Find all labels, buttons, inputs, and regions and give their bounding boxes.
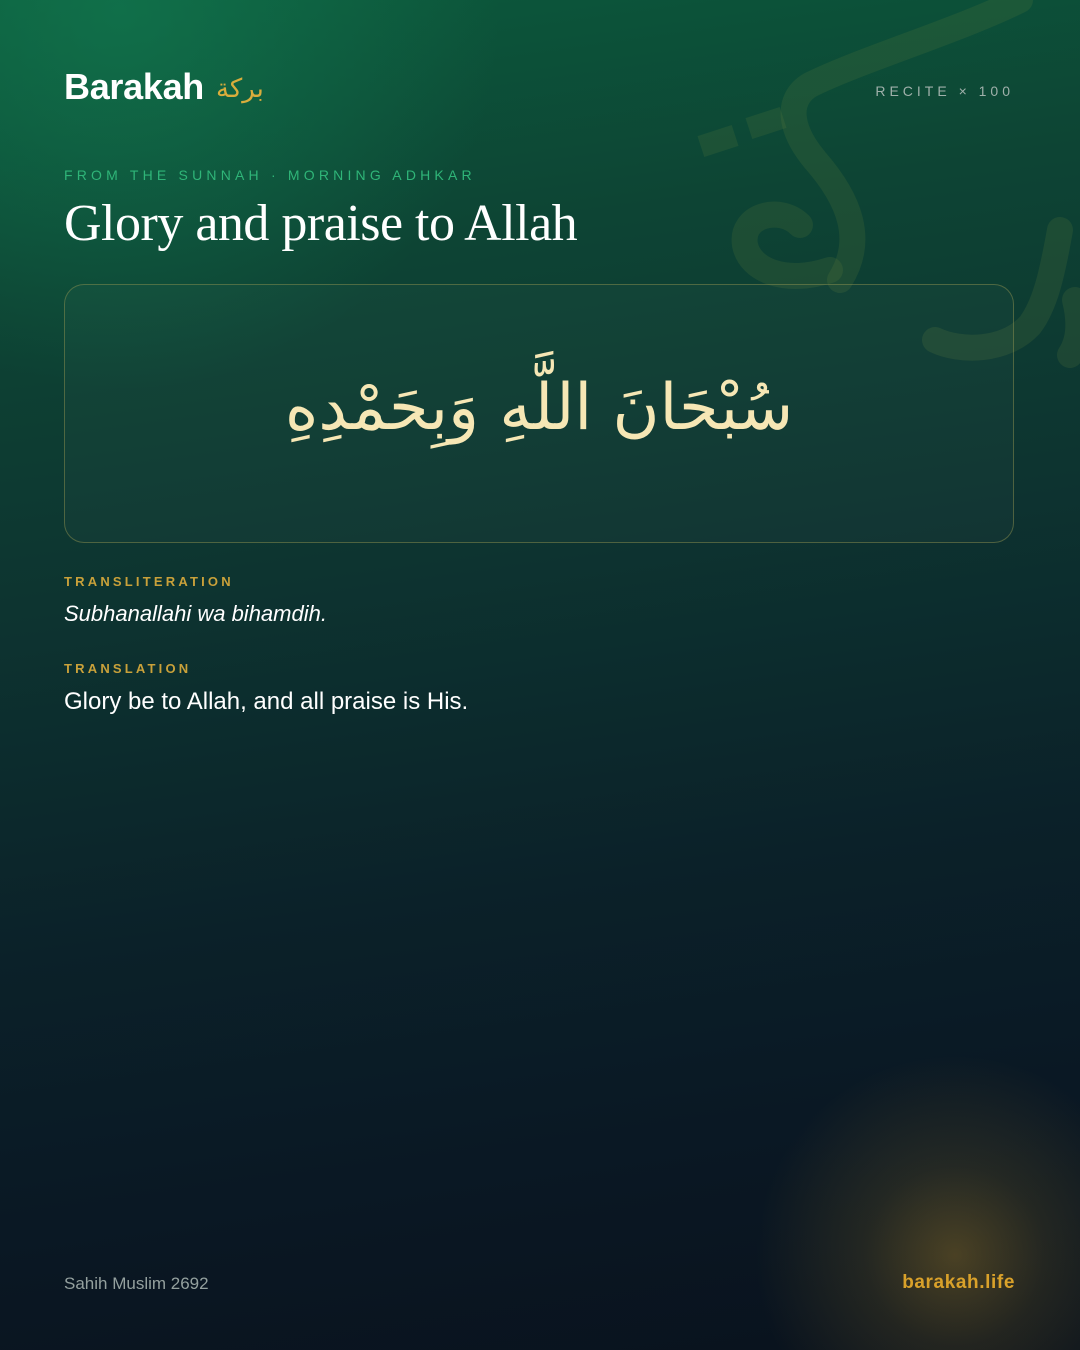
brand-logo [64,64,264,110]
brand-arabic-wordmark: بركة [215,74,264,104]
website-link[interactable]: barakah.life [902,1272,1015,1293]
hadith-source: Sahih Muslim 2692 [64,1274,209,1293]
brand-name: Barakah [64,66,204,107]
arabic-text-card [64,284,1014,543]
arabic-dhikr-text: سُبْحَانَ اللَّهِ وَبِحَمْدِهِ [284,370,794,445]
recite-count-label: RECITE × 100 [875,83,1014,99]
translation-text: Glory be to Allah, and all praise is His. [64,688,469,715]
category-eyebrow: FROM THE SUNNAH · MORNING ADHKAR [64,167,476,183]
translation-label: TRANSLATION [64,661,192,676]
transliteration-label: TRANSLITERATION [64,574,234,589]
transliteration-text: Subhanallahi wa bihamdih. [64,601,327,626]
page-title: Glory and praise to Allah [64,195,578,252]
